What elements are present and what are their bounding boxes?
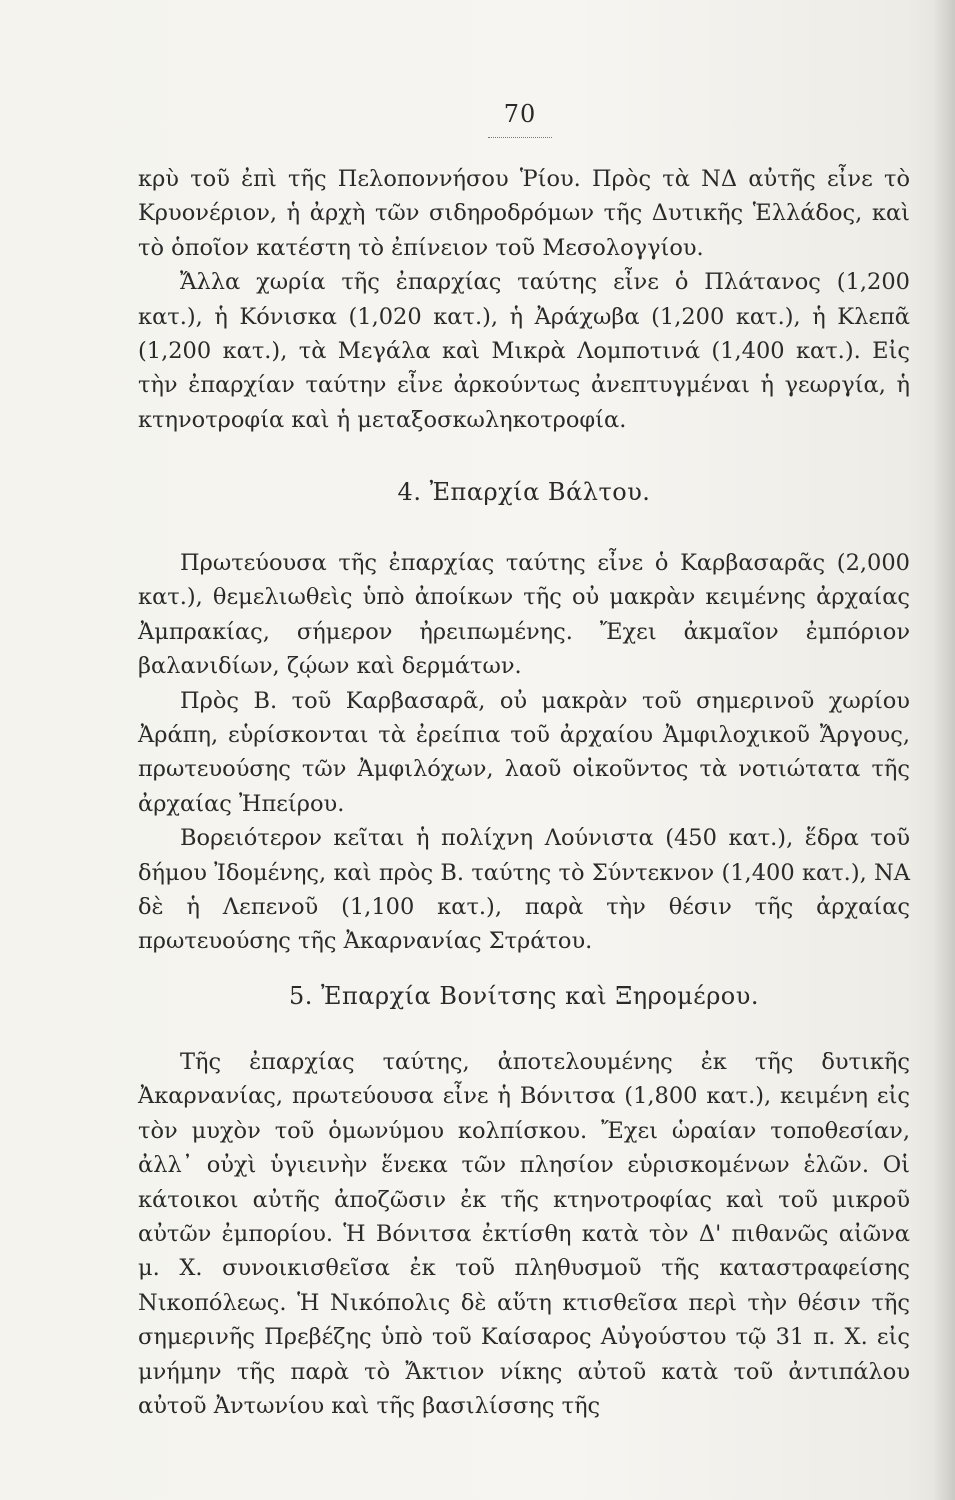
paragraph: Ἄλλα χωρία τῆς ἐπαρχίας ταύτης εἶνε ὁ Πλάτανος (1,200 κατ.), ἡ Κόνισκα (1,020 κατ.), ἡ Ἀράχωβα (1,200 κατ.), ἡ Κλεπᾶ (1,200 κατ.), τὰ Μεγάλα καὶ Μικρὰ Λομποτινά (1,400 κατ.). Εἰς τὴν ἐπαρχίαν ταύτην εἶνε ἀρκούντως ἀνεπτυγμέναι ἡ γεωργία, ἡ κτηνοτροφία καὶ ἡ μεταξοσκωληκοτροφία. [138, 269, 910, 433]
intro-text [138, 162, 910, 437]
page-edge-shadow [933, 0, 955, 1500]
paragraph: Τῆς ἐπαρχίας ταύτης, ἀποτελουμένης ἐκ τῆς δυτικῆς Ἀκαρνανίας, πρωτεύουσα εἶνε ἡ Βόνιτσα (1,800 κατ.), κειμένη εἰς τὸν μυχὸν τοῦ ὁμωνύμου κολπίσκου. Ἔχει ὡραίαν τοποθεσίαν, ἀλλ᾽ οὐχὶ ὑγιεινὴν ἕνεκα τῶν πλησίον εὑρισκομένων ἑλῶν. Οἱ κάτοικοι αὐτῆς ἀποζῶσιν ἐκ τῆς κτηνοτροφίας καὶ τοῦ μικροῦ αὐτῶν ἐμπορίου. Ἡ Βόνιτσα ἐκτίσθη κατὰ τὸν Δ' πιθανῶς αἰῶνα μ. Χ. συνοικισθεῖσα ἐκ τοῦ πληθυσμοῦ τῆς καταστραφείσης Νικοπόλεως. Ἡ Νικόπολις δὲ αὕτη κτισθεῖσα περὶ τὴν θέσιν τῆς σημερινῆς Πρεβέζης ὑπὸ τοῦ Καίσαρος Αὐγούστου τῷ 31 π. Χ. εἰς μνήμην τῆς παρὰ τὸ Ἄκτιον νίκης αὐτοῦ κατὰ τοῦ ἀντιπάλου αὐτοῦ Ἀντωνίου καὶ τῆς βασιλίσσης τῆς [138, 1049, 910, 1420]
section-4-text [138, 546, 910, 959]
paragraph: Πρωτεύουσα τῆς ἐπαρχίας ταύτης εἶνε ὁ Καρβασαρᾶς (2,000 κατ.), θεμελιωθεὶς ὑπὸ ἀποίκων τῆς οὐ μακρὰν κειμένης ἀρχαίας Ἀμπρακίας, σήμερον ἠρειπωμένης. Ἔχει ἀκμαῖον ἐμπόριον βαλανιδίων, ζῴων καὶ δερμάτων. [138, 550, 910, 680]
section-heading-5: 5. Ἐπαρχία Βονίτσης καὶ Ξηρομέρου. [289, 982, 759, 1010]
section-heading-4: 4. Ἐπαρχία Βάλτου. [397, 478, 651, 506]
page-number: 70 [503, 100, 537, 128]
section-5-text [138, 1045, 910, 1423]
header-rule [488, 137, 552, 138]
paragraph: Πρὸς Β. τοῦ Καρβασαρᾶ, οὐ μακρὰν τοῦ σημερινοῦ χωρίου Ἀράπη, εὑρίσκονται τὰ ἐρείπια τοῦ ἀρχαίου Ἀμφιλοχικοῦ Ἄργους, πρωτευούσης τῶν Ἀμφιλόχων, λαοῦ οἰκοῦντος τὰ νοτιώτατα τῆς ἀρχαίας Ἠπείρου. [138, 687, 910, 817]
paragraph: κρὺ τοῦ ἐπὶ τῆς Πελοποννήσου Ῥίου. Πρὸς τὰ ΝΔ αὐτῆς εἶνε τὸ Κρυονέριον, ἡ ἀρχὴ τῶν σιδηροδρόμων τῆς Δυτικῆς Ἑλλάδος, καὶ τὸ ὁποῖον κατέστη τὸ ἐπίνειον τοῦ Μεσολογγίου. [138, 166, 910, 261]
paragraph: Βορειότερον κεῖται ἡ πολίχνη Λούνιστα (450 κατ.), ἕδρα τοῦ δήμου Ἰδομένης, καὶ πρὸς Β. ταύτης τὸ Σύντεκνον (1,400 κατ.), ΝΑ δὲ ἡ Λεπενοῦ (1,100 κατ.), παρὰ τὴν θέσιν τῆς ἀρχαίας πρωτευούσης τῆς Ἀκαρνανίας Στράτου. [138, 825, 910, 955]
